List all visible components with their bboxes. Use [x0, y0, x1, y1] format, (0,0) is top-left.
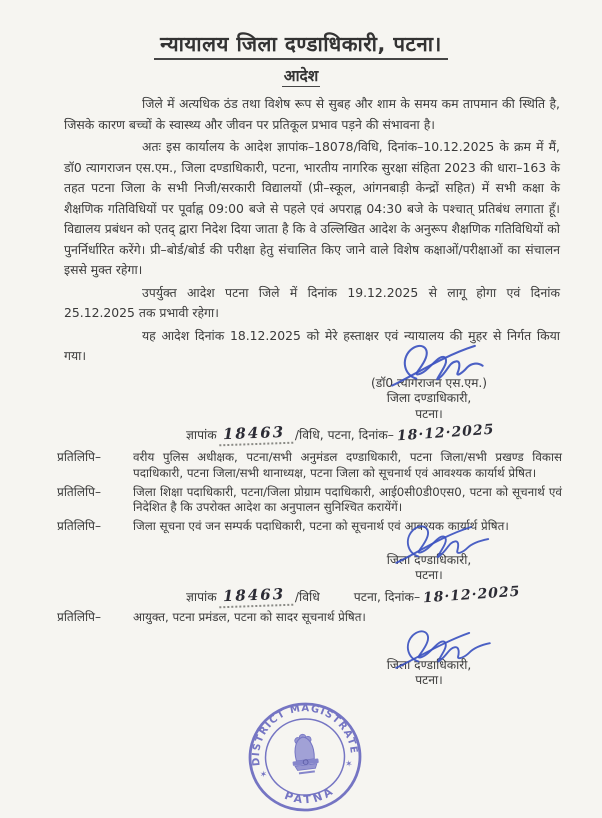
sign3-designation: जिला दण्डाधिकारी, [386, 657, 472, 672]
sign3-place: पटना। [415, 673, 443, 688]
copy-label: प्रतिलिपि– [57, 484, 101, 499]
copy-text-4: आयुक्त, पटना प्रमंडल, पटना को सादर सूचनार्थ प्रेषित। [133, 609, 366, 624]
memo1-label: ज्ञापांक [186, 428, 217, 442]
paragraph-order-main: अतः इस कार्यालय के आदेश ज्ञापांक–18078/विधि, दिनांक–10.12.2025 के क्रम में मैं, डॉ0 त्यागराजन एस.एम., जिला दण्डाधिकारी, पटना, भारतीय नागरिक सुरक्षा संहिता 2023 की धारा–163 के तहत पटना जिला के सभी निजी/सरकारी विद्यालयों (प्री–स्कूल, आंगनबाड़ी केन्द्रों सहित) में सभी कक्षा के शैक्षणिक गतिविधियों पर पूर्वाह्न 09:00 बजे से पहले एवं अपराह्न 04:30 बजे के पश्चात् प्रतिबंध लगाता हूँ। विद्यालय प्रबंधन को एतद् द्वारा निदेश दिया जाता है कि वे उल्लिखित आदेश के अनुरूप शैक्षणिक गतिविधियों को पुनर्निर्धारित करेंगे। प्री–बोर्ड/बोर्ड की परीक्षा हेतु संचालित किए जाने वाले विशेष कक्षाओं/परीक्षाओं का संचालन इससे मुक्त रहेगा। [64, 139, 560, 277]
stamp-star-left-icon: ✶ [259, 769, 269, 781]
memo1-suffix: /विधि, पटना, दिनांक– [294, 428, 394, 442]
copy-row-4 [57, 610, 562, 626]
copy-text-1: वरीय पुलिस अधीक्षक, पटना/सभी अनुमंडल दण्डाधिकारी, पटना जिला/सभी प्रखण्ड विकास पदाधिकारी, पटना जिला/सभी थानाध्यक्ष, पटना जिला को सूचनार्थ एवं आवश्यक कार्यार्थ प्रेषित। [133, 450, 562, 480]
memo2-label: ज्ञापांक [186, 589, 217, 604]
sign2-place: पटना। [415, 568, 443, 583]
signature-ink-3 [382, 625, 504, 671]
page-title: न्यायालय जिला दण्डाधिकारी, पटना। [154, 32, 448, 60]
signature-ink-1 [380, 339, 506, 389]
signatory-designation: जिला दण्डाधिकारी, [386, 391, 472, 405]
paragraph-weather: जिले में अत्यधिक ठंड तथा विशेष रूप से सुबह और शाम के समय कम तापमान की स्थिति है, जिसके कारण बच्चों के स्वास्थ्य और जीवन पर प्रतिकूल प्रभाव पड़ने की संभावना है। [64, 96, 560, 132]
memo2-date-handwritten: 18·12·2025 [422, 583, 522, 607]
signature-ink-2 [383, 520, 503, 566]
paragraph-issued: यह आदेश दिनांक 18.12.2025 को मेरे हस्ताक्षर एवं न्यायालय की मुहर से निर्गत किया गया। [64, 327, 560, 363]
memo1-number-handwritten: 18463 [218, 423, 293, 447]
signatory-name: (डॉ0 त्यागराजन एस.एम.) [370, 375, 487, 390]
paragraph-effective-dates: उपर्युक्त आदेश पटना जिले में दिनांक 19.12.2025 से लागू होगा एवं दिनांक 25.12.2025 तक प्रभावी रहेगा। [64, 284, 560, 320]
order-heading-wrap [0, 64, 602, 86]
memo2-number-handwritten: 18463 [218, 585, 293, 609]
copy-row-2 [57, 485, 562, 517]
copy-label: प्रतिलिपि– [57, 609, 101, 624]
order-body [64, 94, 560, 367]
copy-row-1 [57, 450, 562, 482]
stamp-top-text: DISTRICT MAGISTRATE [250, 703, 360, 767]
signature-block-3 [340, 625, 518, 689]
signatory-place: पटना। [415, 406, 443, 421]
signature-block-1 [340, 339, 518, 423]
ashoka-emblem-icon [289, 733, 320, 775]
memo2-suffix: /विधि [294, 589, 320, 604]
copy-text-2: जिला शिक्षा पदाधिकारी, पटना/जिला प्रोग्राम पदाधिकारी, आई0सी0डी0एस0, पटना को सूचनार्थ एवं निदेशित है कि उपरोक्त आदेश का अनुपालन सुनिश्चित करायेंगें। [133, 484, 562, 515]
stamp-bottom-text: PATNA [282, 783, 338, 807]
copy-label: प्रतिलिपि– [57, 450, 101, 464]
sign2-designation: जिला दण्डाधिकारी, [386, 552, 472, 567]
copy-text-3: जिला सूचना एवं जन सम्पर्क पदाधिकारी, पटना को सूचनार्थ एवं आवश्यक कार्यार्थ प्रेषित। [133, 519, 509, 534]
memo-line-1 [186, 421, 602, 446]
order-heading: आदेश [283, 67, 319, 85]
header [0, 0, 602, 58]
memo1-date-handwritten: 18·12·2025 [396, 421, 495, 445]
memo2-place-prefix: पटना, दिनांक– [353, 589, 421, 604]
signature-block-2 [340, 520, 518, 584]
memo-line-2 [186, 583, 602, 608]
stamp-star-right-icon: ✶ [344, 759, 354, 771]
official-stamp [245, 697, 365, 817]
copy-label: प्रतिलिपि– [57, 519, 101, 534]
